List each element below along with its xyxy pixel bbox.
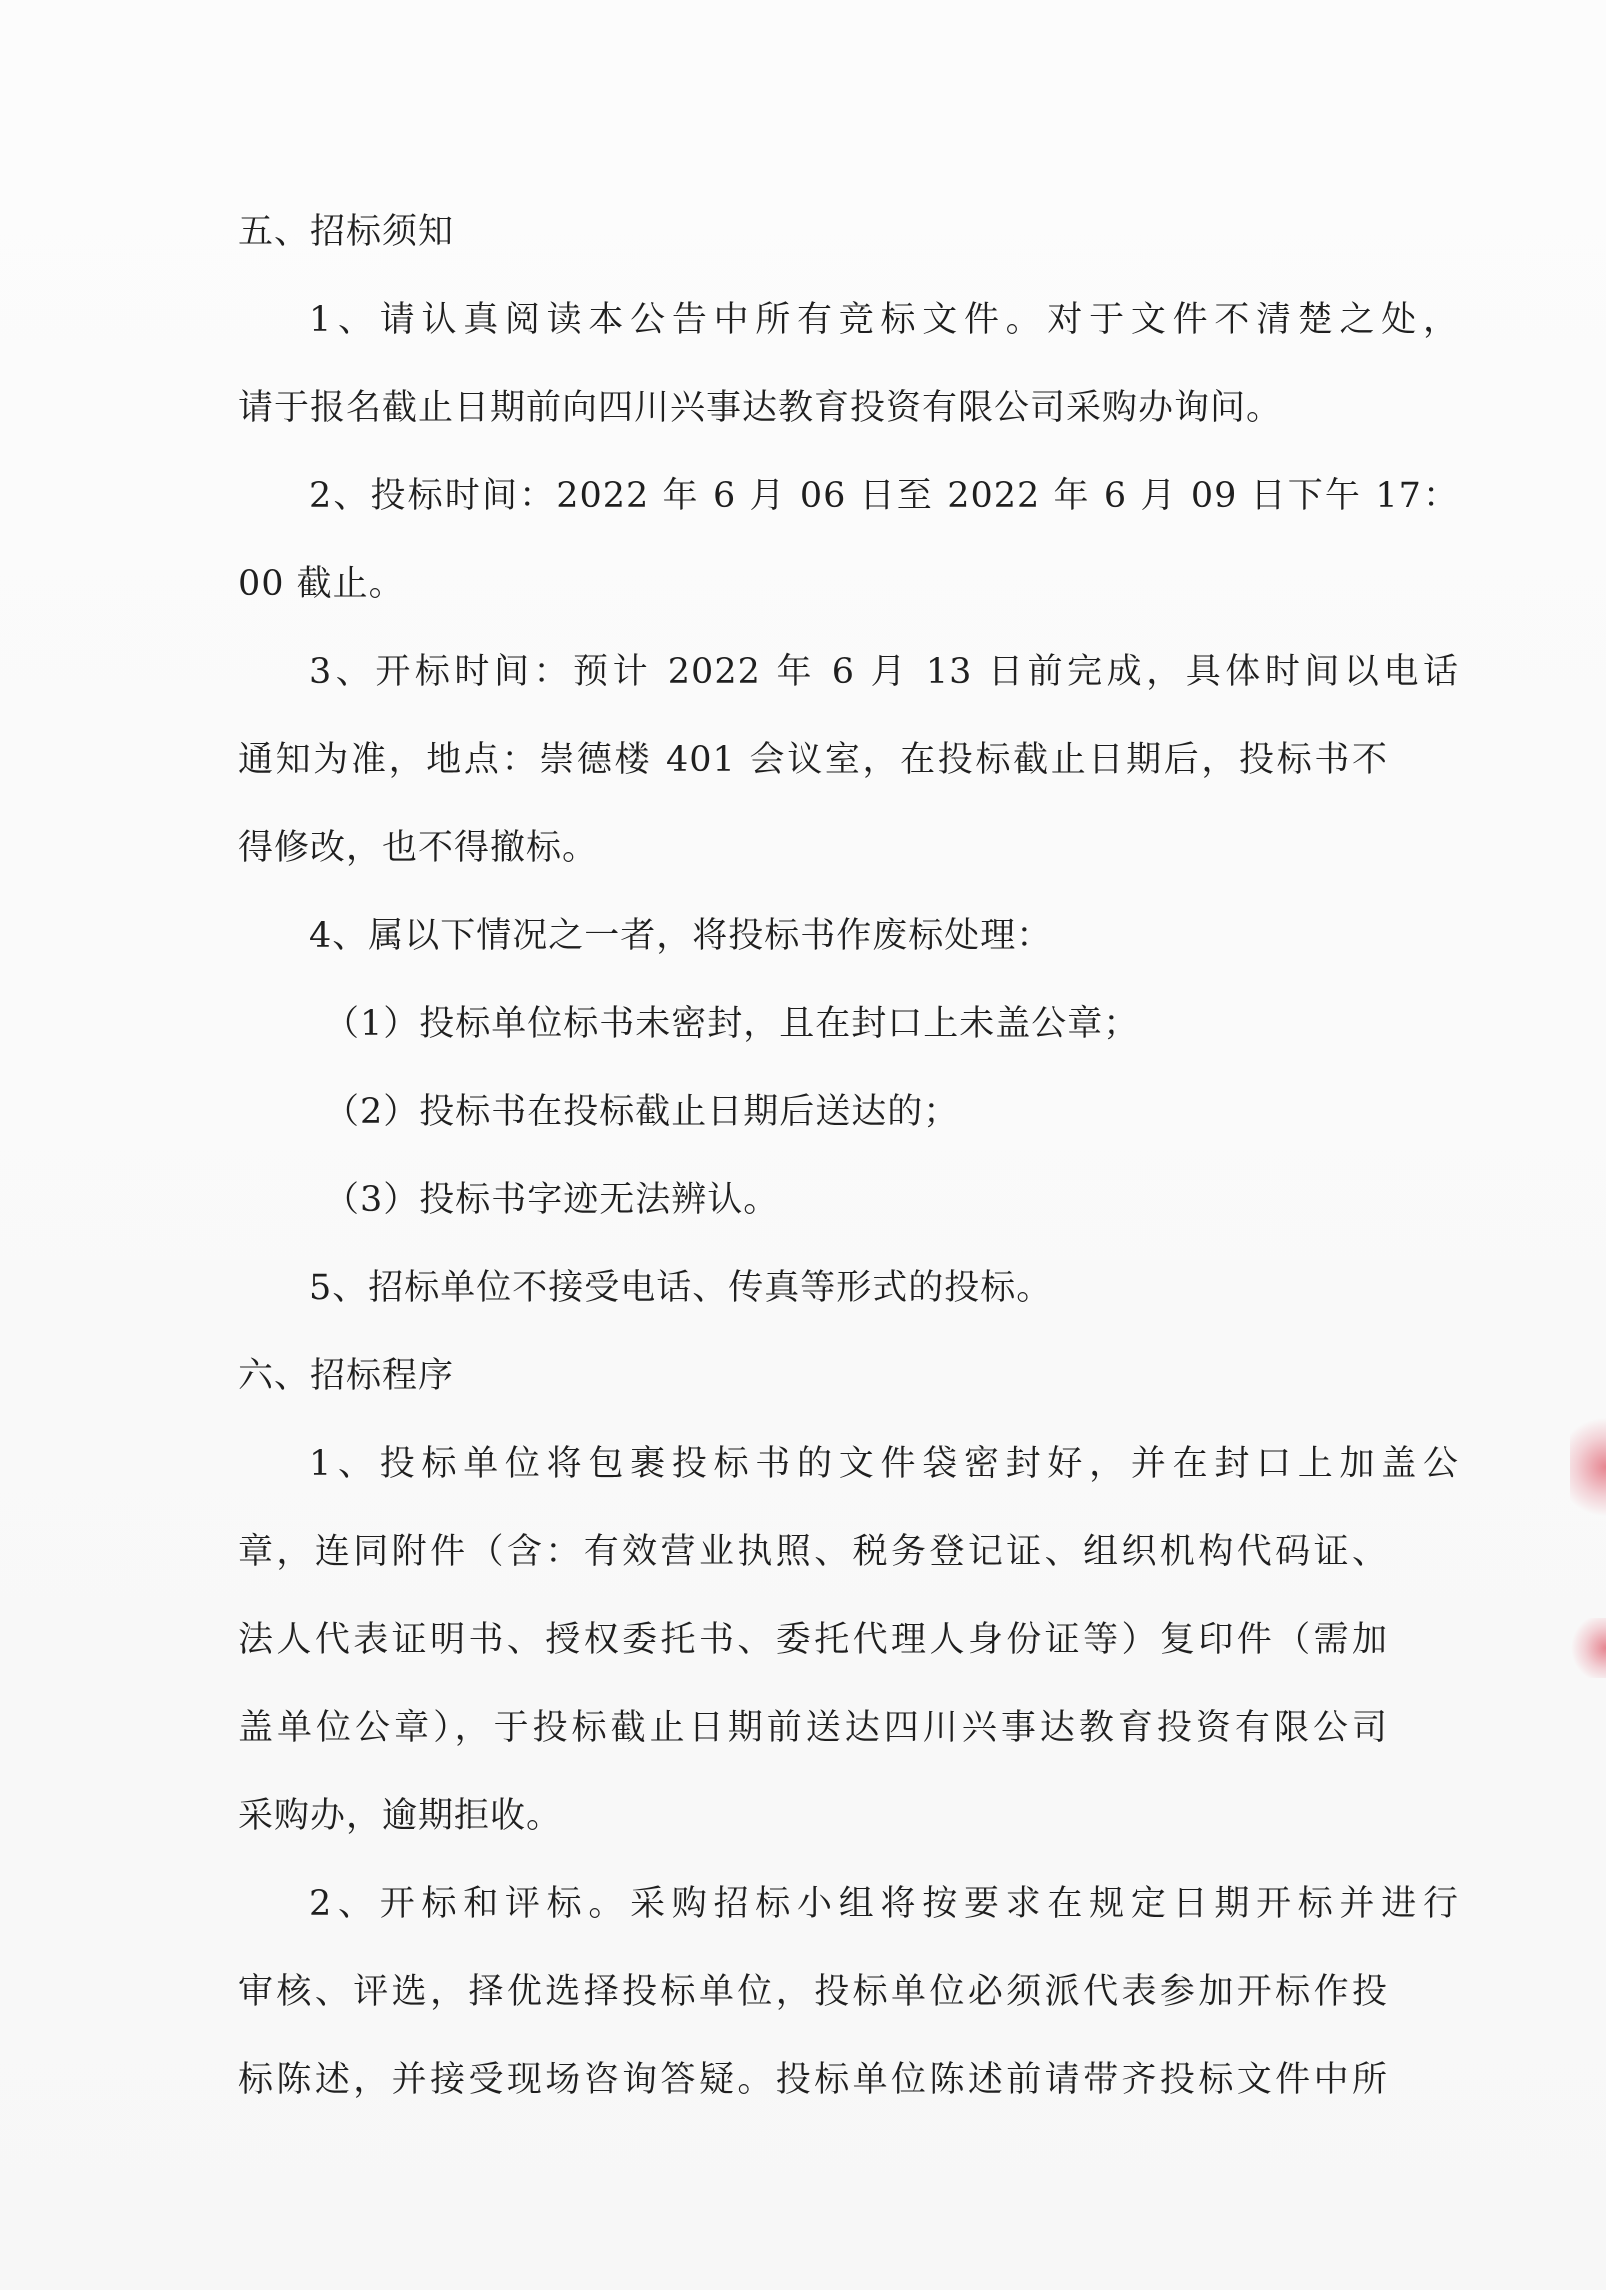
notice-item-3-line-1: 3、开标时间：预计 2022 年 6 月 13 日前完成，具体时间以电话 bbox=[309, 652, 1459, 692]
procedure-item-1-line-3: 法人代表证明书、授权委托书、委托代理人身份证等）复印件（需加 bbox=[238, 1620, 1388, 1660]
section-heading-5: 五、招标须知 bbox=[238, 212, 455, 252]
seal-stamp-fragment bbox=[1570, 1618, 1606, 1678]
notice-item-2-line-1: 2、投标时间：2022 年 6 月 06 日至 2022 年 6 月 09 日下午 17： bbox=[309, 476, 1459, 516]
notice-item-3-line-3: 得修改，也不得撤标。 bbox=[238, 828, 599, 868]
notice-item-4-sub-2: （2）投标书在投标截止日期后送达的； bbox=[324, 1092, 960, 1132]
section-heading-6: 六、招标程序 bbox=[238, 1356, 455, 1396]
procedure-item-1-line-2: 章，连同附件（含：有效营业执照、税务登记证、组织机构代码证、 bbox=[238, 1532, 1388, 1572]
notice-item-2-line-2: 00 截止。 bbox=[238, 564, 405, 604]
procedure-item-1-line-4: 盖单位公章），于投标截止日期前送达四川兴事达教育投资有限公司 bbox=[238, 1708, 1388, 1748]
procedure-item-2-line-1: 2、开标和评标。采购招标小组将按要求在规定日期开标并进行 bbox=[309, 1884, 1459, 1924]
notice-item-5: 5、招标单位不接受电话、传真等形式的投标。 bbox=[309, 1268, 1053, 1308]
notice-item-4-intro: 4、属以下情况之一者，将投标书作废标处理： bbox=[309, 916, 1053, 956]
notice-item-4-sub-3: （3）投标书字迹无法辨认。 bbox=[324, 1180, 780, 1220]
seal-stamp-fragment bbox=[1570, 1412, 1606, 1522]
procedure-item-2-line-2: 审核、评选，择优选择投标单位，投标单位必须派代表参加开标作投 bbox=[238, 1972, 1388, 2012]
procedure-item-2-line-3: 标陈述，并接受现场咨询答疑。投标单位陈述前请带齐投标文件中所 bbox=[238, 2060, 1388, 2100]
notice-item-3-line-2: 通知为准，地点：崇德楼 401 会议室，在投标截止日期后，投标书不 bbox=[238, 740, 1388, 780]
notice-item-1-line-1: 1、请认真阅读本公告中所有竞标文件。对于文件不清楚之处， bbox=[309, 300, 1459, 340]
document-body bbox=[238, 188, 1459, 2124]
notice-item-1-line-2: 请于报名截止日期前向四川兴事达教育投资有限公司采购办询问。 bbox=[238, 388, 1283, 428]
notice-item-4-sub-1: （1）投标单位标书未密封，且在封口上未盖公章； bbox=[324, 1004, 1140, 1044]
procedure-item-1-line-5: 采购办，逾期拒收。 bbox=[238, 1796, 563, 1836]
procedure-item-1-line-1: 1、投标单位将包裹投标书的文件袋密封好，并在封口上加盖公 bbox=[309, 1444, 1459, 1484]
